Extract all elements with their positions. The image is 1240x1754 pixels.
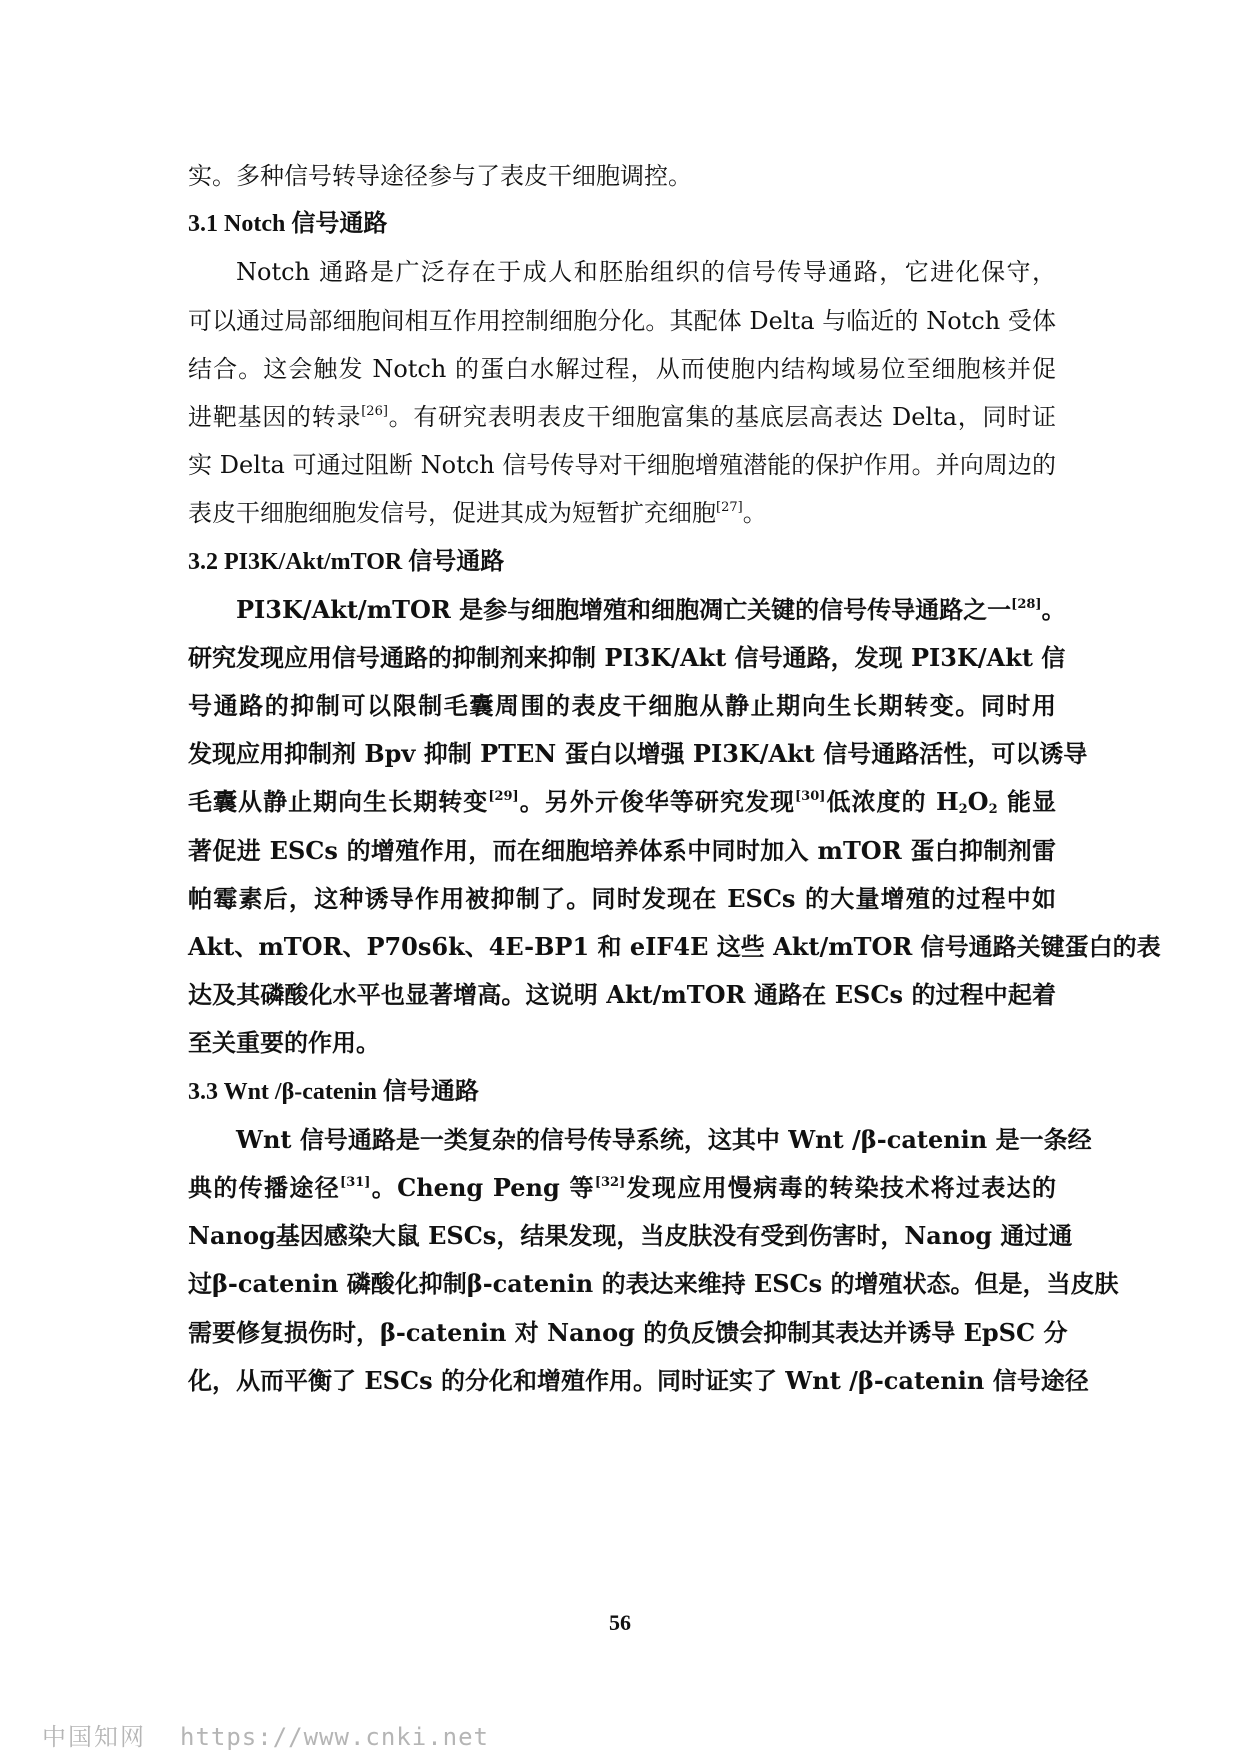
watermark-logo: 中国知网 (42, 1723, 146, 1751)
citation-26: [26] (361, 403, 388, 419)
text-line: 结合。这会触发 Notch 的蛋白水解过程，从而使胞内结构域易位至细胞核并促 (188, 354, 1056, 383)
section-heading-notch: 3.1 Notch 信号通路 (188, 211, 388, 238)
citation-32: [32] (594, 1174, 626, 1190)
subscript: 2 (988, 802, 998, 818)
text-line: 可以通过局部细胞间相互作用控制细胞分化。其配体 Delta 与临近的 Notch 受体 (188, 306, 1056, 335)
text-fragment: 。有研究表明表皮干细胞富集的基底层高表达 Delta，同时证 (387, 402, 1057, 431)
text-line (188, 586, 1066, 634)
text-fragment: 。 (742, 499, 767, 528)
text-fragment: PI3K/Akt/mTOR 是参与细胞增殖和细胞凋亡关键的信号传导通路之一 (236, 594, 1012, 624)
text-line: 帕霉素后，这种诱导作用被抑制了。同时发现在 ESCs 的大量增殖的过程中如 (188, 883, 1056, 913)
text-line: 至关重要的作用。 (188, 1028, 380, 1058)
text-line: 号通路的抑制可以限制毛囊周围的表皮干细胞从静止期向生长期转变。同时用 (188, 691, 1056, 721)
citation-31: [31] (340, 1174, 371, 1190)
intro-line-1: 实。多种信号转导途径参与了表皮干细胞调控。 (188, 162, 692, 190)
section-heading-wnt: 3.3 Wnt /β-catenin 信号通路 (188, 1078, 479, 1105)
text-line: 化，从而平衡了 ESCs 的分化和增殖作用。同时证实了 Wnt /β-catenin 信号途径 (188, 1365, 1089, 1395)
text-line (188, 489, 1056, 537)
citation-27: [27] (716, 500, 743, 516)
document-body (188, 152, 1161, 1405)
text-fragment: 能显 (997, 787, 1057, 817)
paragraph-notch (188, 248, 1056, 537)
text-line: 发现应用抑制剂 Bpv 抑制 PTEN 蛋白以增强 PI3K/Akt 信号通路活性，可以诱导 (188, 739, 1088, 769)
text-fragment: 毛囊从静止期向生长期转变 (188, 787, 489, 817)
citation-28: [28] (1011, 596, 1042, 612)
text-fragment: 发现应用慢病毒的转染技术将过表达的 (625, 1172, 1057, 1202)
text-line: 达及其磷酸化水平也显著增高。这说明 Akt/mTOR 通路在 ESCs 的过程中起着 (188, 980, 1056, 1010)
text-line (188, 393, 1056, 441)
paragraph-wnt (188, 1116, 1119, 1405)
subscript: 2 (958, 802, 968, 818)
text-line (188, 1164, 1056, 1212)
citation-30: [30] (795, 789, 826, 805)
text-line: Akt、mTOR、P70s6k、4E-BP1 和 eIF4E 这些 Akt/mTOR 信号通路关键蛋白的表 (188, 932, 1161, 961)
text-line: 著促进 ESCs 的增殖作用，而在细胞培养体系中同时加入 mTOR 蛋白抑制剂雷 (188, 835, 1056, 865)
text-line: Wnt 信号通路是一类复杂的信号传导系统，这其中 Wnt /β-catenin 是一条经 (236, 1124, 1092, 1154)
citation-29: [29] (488, 789, 519, 805)
text-fragment: 。另外亓俊华等研究发现 (518, 787, 796, 817)
paragraph-pi3k (188, 586, 1161, 1068)
text-fragment: 进靶基因的转录 (188, 402, 362, 431)
text-fragment: 典的传播途径 (188, 1172, 341, 1202)
text-fragment: 。 (1041, 594, 1066, 624)
section-heading-pi3k: 3.2 PI3K/Akt/mTOR 信号通路 (188, 548, 505, 575)
text-line: 实 Delta 可通过阻断 Notch 信号传导对干细胞增殖潜能的保护作用。并向周边的 (188, 451, 1056, 480)
text-line (188, 778, 1056, 826)
text-fragment: 低浓度的 H (825, 787, 959, 817)
watermark-url[interactable]: https://www.cnki.net (180, 1723, 489, 1751)
text-line: 需要修复损伤时，β-catenin 对 Nanog 的负反馈会抑制其表达并诱导 EpSC 分 (188, 1317, 1068, 1347)
text-line: 研究发现应用信号通路的抑制剂来抑制 PI3K/Akt 信号通路，发现 PI3K/Akt 信 (188, 642, 1066, 672)
page-number: 56 (609, 1610, 631, 1635)
text-line: Notch 通路是广泛存在于成人和胚胎组织的信号传导通路，它进化保守， (236, 258, 1056, 287)
text-fragment: 表皮干细胞细胞发信号，促进其成为短暂扩充细胞 (188, 499, 716, 528)
text-fragment: O (967, 787, 989, 817)
text-line: Nanog基因感染大鼠 ESCs，结果发现，当皮肤没有受到伤害时，Nanog 通过通 (188, 1221, 1073, 1251)
cnki-watermark (42, 1717, 489, 1752)
text-fragment: 。Cheng Peng 等 (370, 1172, 595, 1202)
text-line: 过β-catenin 磷酸化抑制β-catenin 的表达来维持 ESCs 的增殖状态。但是，当皮肤 (188, 1269, 1119, 1299)
